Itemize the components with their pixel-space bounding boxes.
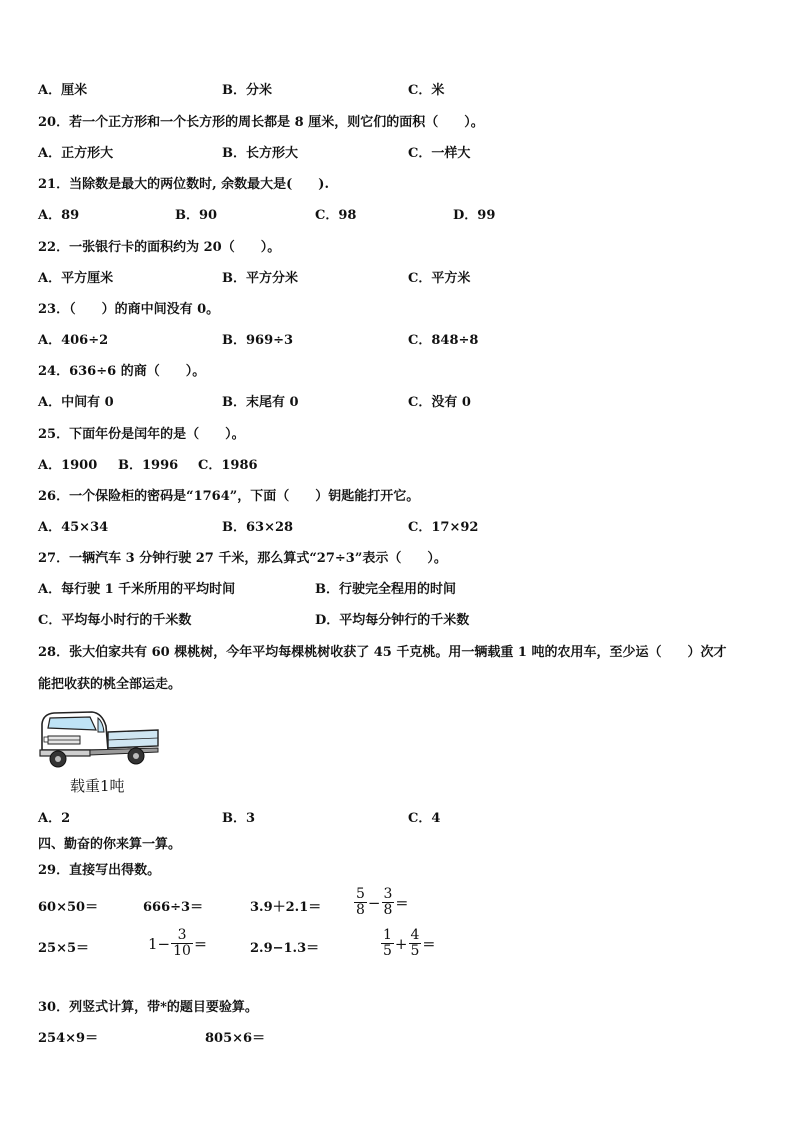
q20-option-b: B．长方形大 (222, 146, 298, 161)
q25-option-b: B．1996 (118, 458, 179, 473)
q20-option-a: A．正方形大 (38, 146, 114, 161)
q27-stem: 27．一辆汽车 3 分钟行驶 27 千米，那么算式“27÷3”表示（ ）。 (38, 551, 447, 566)
q20-stem: 20．若一个正方形和一个长方形的周长都是 8 厘米，则它们的面积（ ）。 (38, 115, 484, 130)
q22-option-b: B．平方分米 (222, 271, 298, 286)
truck-icon (36, 704, 162, 774)
q26-option-c: C．17×92 (408, 520, 479, 535)
q30-expr-2: 805×6＝ (205, 1031, 266, 1046)
q25-stem: 25．下面年份是闰年的是（ ）。 (38, 427, 245, 442)
q27-option-d: D．平均每分钟行的千米数 (315, 613, 470, 628)
q26-option-a: A．45×34 (38, 520, 109, 535)
q24-option-c: C．没有 0 (408, 395, 471, 410)
q29-expr-6: 1− $\frac{3}{10}$ ＝ (148, 927, 207, 959)
q21-stem: 21．当除数是最大的两位数时, 余数最大是( ). (38, 177, 329, 192)
q21-option-c: C．98 (315, 208, 357, 223)
q23-option-a: A．406÷2 (38, 333, 109, 348)
q29-expr-3: 3.9＋2.1＝ (250, 900, 322, 915)
fraction: $\frac{1}{5}$ (383, 927, 392, 959)
fraction: $\frac{3}{10}$ (173, 927, 191, 959)
q28-stem-line1: 28．张大伯家共有 60 棵桃树，今年平均每棵桃树收获了 45 千克桃。用一辆载重 1 吨的农用车，至少运（ ）次才 (38, 645, 727, 660)
q27-option-c: C．平均每小时行的千米数 (38, 613, 192, 628)
q23-option-c: C．848÷8 (408, 333, 479, 348)
fraction: $\frac{4}{5}$ (410, 927, 420, 959)
q22-option-a: A．平方厘米 (38, 271, 114, 286)
q29-expr-8: $\frac{1}{5}$ + $\frac{4}{5}$ ＝ (383, 927, 436, 959)
q22-option-c: C．平方米 (408, 271, 471, 286)
q28-option-a: A．2 (38, 811, 71, 826)
q26-stem: 26．一个保险柜的密码是“1764”，下面（ ）钥匙能打开它。 (38, 489, 420, 504)
q29-expr-1: 60×50＝ (38, 900, 99, 915)
q30-stem: 30．列竖式计算，带*的题目要验算。 (38, 1000, 258, 1015)
q20-option-c: C．一样大 (408, 146, 471, 161)
q28-stem-line2: 能把收获的桃全部运走。 (38, 677, 182, 692)
q29-expr-2: 666÷3＝ (143, 900, 204, 915)
q28-option-b: B．3 (222, 811, 256, 826)
fraction: $\frac{3}{8}$ (383, 886, 393, 918)
q26-option-b: B．63×28 (222, 520, 294, 535)
q29-expr-5: 25×5＝ (38, 941, 90, 956)
q21-option-a: A．89 (38, 208, 80, 223)
section-4-heading: 四、勤奋的你来算一算。 (38, 837, 182, 852)
q24-option-b: B．末尾有 0 (222, 395, 299, 410)
q28-option-c: C．4 (408, 811, 441, 826)
q21-option-b: B．90 (175, 208, 218, 223)
q30-expr-1: 254×9＝ (38, 1031, 99, 1046)
q29-expr-4: $\frac{5}{8}$ − $\frac{3}{8}$ ＝ (356, 886, 409, 918)
q19-option-a: A．厘米 (38, 83, 88, 98)
q23-option-b: B．969÷3 (222, 333, 294, 348)
fraction: $\frac{5}{8}$ (356, 886, 365, 918)
q21-option-d: D．99 (453, 208, 496, 223)
q27-option-b: B．行驶完全程用的时间 (315, 582, 456, 597)
q25-option-a: A．1900 (38, 458, 98, 473)
q29-stem: 29．直接写出得数。 (38, 863, 161, 878)
q19-option-b: B．分米 (222, 83, 272, 98)
q24-option-a: A．中间有 0 (38, 395, 114, 410)
truck-caption: 载重1吨 (70, 777, 125, 795)
q25-option-c: C．1986 (198, 458, 258, 473)
q19-option-c: C．米 (408, 83, 445, 98)
q29-expr-7: 2.9−1.3＝ (250, 941, 320, 956)
q24-stem: 24．636÷6 的商（ ）。 (38, 364, 206, 379)
q27-option-a: A．每行驶 1 千米所用的平均时间 (38, 582, 236, 597)
q22-stem: 22．一张银行卡的面积约为 20（ ）。 (38, 240, 281, 255)
q23-stem: 23．（ ）的商中间没有 0。 (38, 302, 220, 317)
